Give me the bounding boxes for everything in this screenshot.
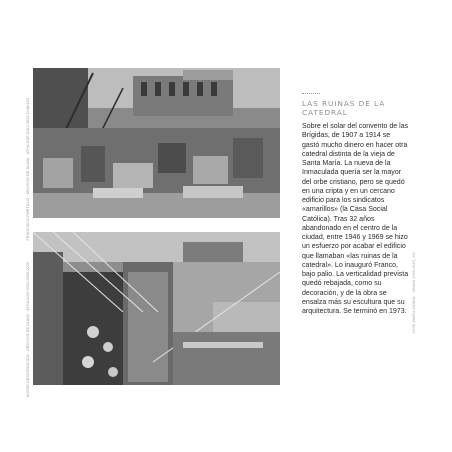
procession-image [33, 232, 280, 385]
photo-bottom-credit: AUTOR DESCONOCIDO · ARCHIVO DE ÁLAVA · ATHA-DAF-0001-0000-0000 [26, 262, 30, 398]
photo-top-credit: FRANCISCO PORTILLO · ARCHIVO DE ÁLAVA · ATHA-DAF-DIAZ-3002-O-M0103 [26, 98, 30, 241]
body-text: Sobre el solar del convento de las Brígidas, de 1907 a 1914 se gastó mucho dinero en hacer otra catedral distinta de la vieja de Santa María. La nueva de la Inmaculada quería ser la mayor del orbe cristiano, pero se quedó en una cripta y en un cercano edificio para los sindicatos «amarillos» (la Casa Social Católica). Tras 32 años abandonado en el centro de la ciudad, entre 1946 y 1969 se hizo un esfuerzo por acabar el edificio que llamaban «las ruinas de la catedral». Lo inauguró Franco, bajo palio. La verticalidad prevista quedó rebajada, como su decoración, y de la obra se ensalza más su escultura que su arquitectura. Se terminó en 1973. [302, 123, 409, 315]
photo-procession [33, 232, 280, 385]
section-title: LAS RUINAS DE LA CATEDRAL [302, 99, 386, 117]
photo-construction-site [33, 68, 280, 218]
title-rule [302, 93, 320, 94]
construction-site-image [33, 68, 280, 218]
page-margin-credit: JOSÉ MARÍA MORAL · ARABA 1960-2019_111 [412, 252, 416, 334]
